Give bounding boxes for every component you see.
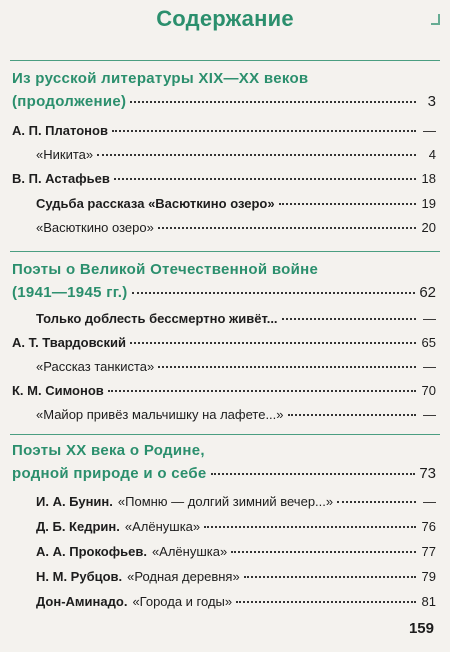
leader-dots xyxy=(158,366,416,368)
leader-dots xyxy=(112,130,416,132)
toc-entry xyxy=(36,494,436,509)
leader-dots xyxy=(288,414,416,416)
section-heading-row xyxy=(12,93,436,110)
leader-dots xyxy=(130,342,416,344)
work-title: «Родная деревня» xyxy=(127,569,240,584)
leader-dots xyxy=(337,501,416,503)
page-ref: — xyxy=(423,311,436,326)
author-name: А. Т. Твардовский xyxy=(12,335,127,350)
page-ref: — xyxy=(423,359,436,374)
page-ref: 65 xyxy=(421,335,436,350)
toc-entry xyxy=(36,544,436,559)
toc-entry xyxy=(36,220,436,235)
section-divider xyxy=(10,251,440,252)
leader-dots xyxy=(236,601,416,603)
leader-dots xyxy=(130,101,416,103)
work-title: Судьба рассказа «Васюткино озеро» xyxy=(36,196,275,211)
author-name: А. А. Прокофьев. xyxy=(36,544,147,559)
leader-dots xyxy=(204,526,416,528)
section-divider xyxy=(10,434,440,435)
toc-entry xyxy=(36,359,436,374)
leader-dots xyxy=(97,154,416,156)
page-ref: 19 xyxy=(421,196,436,211)
page-ref: 81 xyxy=(421,594,436,609)
work-title: «Рассказ танкиста» xyxy=(36,359,155,374)
toc-entry xyxy=(36,147,436,162)
toc-entry xyxy=(12,383,436,398)
toc-entry xyxy=(36,407,436,422)
section-heading-line1: Из русской литературы XIX—XX веков xyxy=(12,70,309,87)
page-title: Содержание xyxy=(156,6,294,31)
toc-entry xyxy=(36,569,436,584)
page-ref: 70 xyxy=(421,383,436,398)
author-name: Дон-Аминадо. xyxy=(36,594,128,609)
leader-dots xyxy=(114,178,416,180)
work-title: «Алёнушка» xyxy=(151,544,228,559)
page-number: 159 xyxy=(408,620,434,637)
page-ref: 79 xyxy=(421,569,436,584)
toc-entry xyxy=(36,519,436,534)
page-ref: — xyxy=(423,407,436,422)
author-name: Д. Б. Кедрин. xyxy=(36,519,120,534)
work-title: «Города и годы» xyxy=(132,594,233,609)
work-title: «Майор привёз мальчишку на лафете...» xyxy=(36,407,284,422)
page-ref: 4 xyxy=(428,147,436,162)
leader-dots xyxy=(108,390,416,392)
author-name: И. А. Бунин. xyxy=(36,494,113,509)
work-title: «Никита» xyxy=(36,147,94,162)
page-ref: — xyxy=(423,494,436,509)
author-name: Н. М. Рубцов. xyxy=(36,569,123,584)
page-ref: — xyxy=(423,123,436,138)
section-heading-line2: (1941—1945 гг.) xyxy=(12,284,128,301)
author-name: К. М. Симонов xyxy=(12,383,104,398)
section-heading-line1: Поэты XX века о Родине, xyxy=(12,442,205,459)
work-title: Только доблесть бессмертно живёт... xyxy=(36,311,278,326)
author-name: А. П. Платонов xyxy=(12,123,108,138)
leader-dots xyxy=(158,227,416,229)
section-heading-row xyxy=(12,284,436,301)
page-ref: 77 xyxy=(421,544,436,559)
page-ref: 76 xyxy=(421,519,436,534)
page-ref: 62 xyxy=(419,284,436,301)
section-divider xyxy=(10,60,440,61)
leader-dots xyxy=(282,318,416,320)
leader-dots xyxy=(132,292,416,294)
work-title: «Помню — долгий зимний вечер...» xyxy=(117,494,334,509)
section-heading-line1: Поэты о Великой Отечественной войне xyxy=(12,261,319,278)
section-heading-line2: родной природе и о себе xyxy=(12,465,207,482)
toc-entry xyxy=(36,594,436,609)
leader-dots xyxy=(211,473,416,475)
toc-entry xyxy=(12,171,436,186)
page-ref: 20 xyxy=(421,220,436,235)
work-title: «Алёнушка» xyxy=(124,519,201,534)
leader-dots xyxy=(231,551,416,553)
toc-entry xyxy=(12,123,436,138)
toc-entry xyxy=(36,311,436,326)
author-name: В. П. Астафьев xyxy=(12,171,110,186)
page-ref: 73 xyxy=(419,465,436,482)
toc-entry xyxy=(36,196,436,211)
toc-entry xyxy=(12,335,436,350)
leader-dots xyxy=(279,203,416,205)
work-title: «Васюткино озеро» xyxy=(36,220,154,235)
page-ref: 18 xyxy=(421,171,436,186)
section-heading-row xyxy=(12,465,436,482)
section-heading-line2: (продолжение) xyxy=(12,93,127,110)
page-ref: 3 xyxy=(427,93,436,110)
leader-dots xyxy=(244,576,416,578)
